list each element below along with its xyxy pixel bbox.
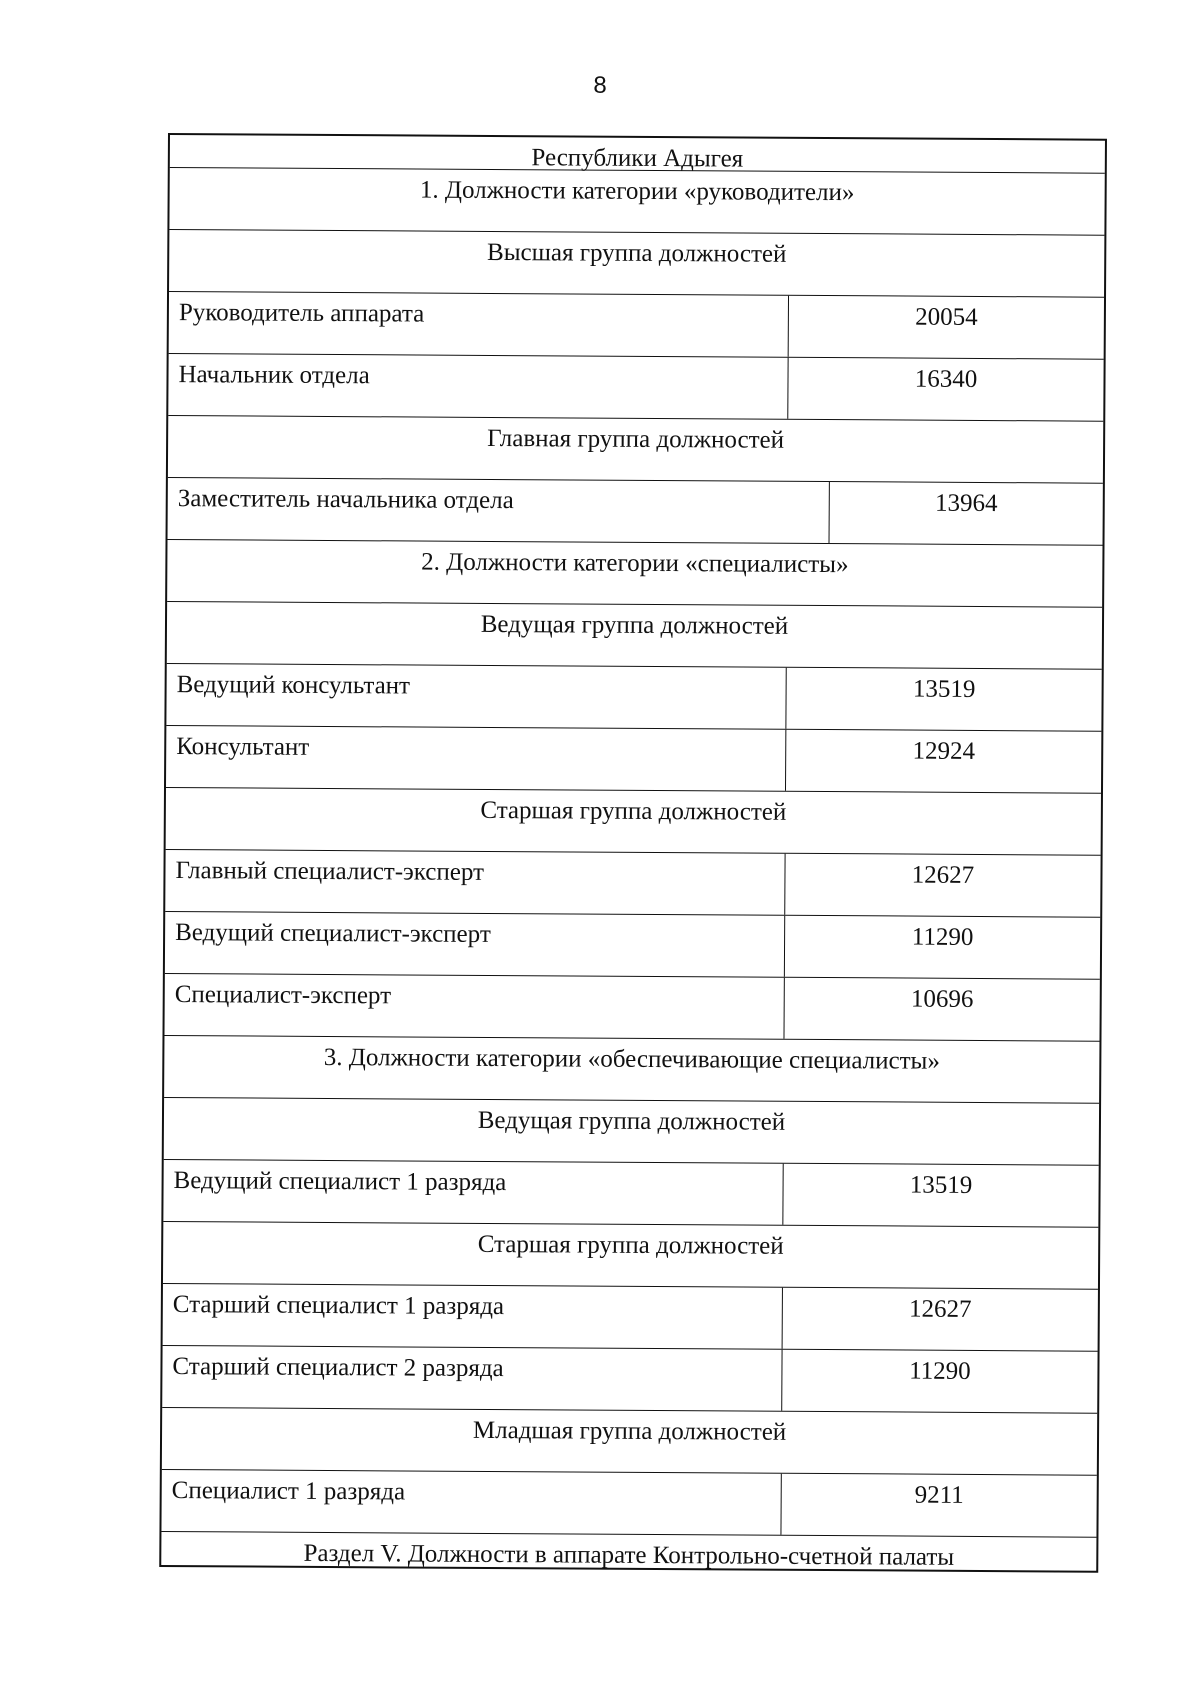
position-name: Начальник отдела bbox=[168, 354, 788, 419]
table-row bbox=[164, 973, 1099, 1041]
salary-value: 20054 bbox=[915, 303, 978, 331]
salary-value: 13519 bbox=[909, 1171, 973, 1199]
table-row bbox=[166, 725, 1101, 793]
table-row bbox=[162, 1345, 1097, 1413]
position-name: Ведущий специалист 1 разряда bbox=[163, 1160, 783, 1225]
salary-value: 10696 bbox=[910, 985, 974, 1013]
position-name: Руководитель аппарата bbox=[169, 292, 789, 357]
group-header-text: Ведущая группа должностей bbox=[480, 610, 789, 640]
table-row bbox=[165, 849, 1100, 917]
group-header-row bbox=[164, 1097, 1099, 1165]
group-header-text: Старшая группа должностей bbox=[480, 796, 787, 826]
group-header-row bbox=[167, 601, 1102, 669]
position-name: Консультант bbox=[166, 726, 786, 791]
position-name: Главный специалист-эксперт bbox=[165, 850, 785, 915]
salary-value: 13519 bbox=[912, 675, 976, 703]
group-header-row bbox=[167, 539, 1102, 607]
group-header-text: Младшая группа должностей bbox=[472, 1416, 787, 1446]
table-row bbox=[168, 477, 1103, 545]
salary-value: 9211 bbox=[914, 1481, 964, 1509]
group-header-row bbox=[169, 167, 1104, 235]
salary-value: 11290 bbox=[911, 923, 974, 951]
table-row bbox=[163, 1159, 1098, 1227]
group-header-row bbox=[168, 415, 1103, 483]
table-row bbox=[168, 353, 1103, 421]
position-name: Старший специалист 1 разряда bbox=[163, 1284, 783, 1349]
group-header-text: Ведущая группа должностей bbox=[477, 1106, 786, 1136]
salary-value: 12627 bbox=[911, 861, 975, 889]
group-header-text: Главная группа должностей bbox=[487, 424, 785, 454]
table-row bbox=[166, 663, 1101, 731]
table-row bbox=[163, 1283, 1098, 1351]
table-row bbox=[161, 1469, 1096, 1537]
table-row bbox=[169, 291, 1104, 359]
group-header-row bbox=[169, 229, 1104, 297]
group-header-row bbox=[166, 787, 1101, 855]
group-header-row bbox=[163, 1221, 1098, 1289]
group-header-text: 1. Должности категории «руководители» bbox=[419, 176, 855, 207]
position-name: Старший специалист 2 разряда bbox=[162, 1346, 782, 1411]
salary-table bbox=[159, 133, 1107, 1573]
salary-value: 12627 bbox=[908, 1295, 972, 1323]
position-name: Специалист-эксперт bbox=[164, 974, 784, 1039]
salary-value: 16340 bbox=[914, 365, 978, 393]
table-row bbox=[165, 911, 1100, 979]
position-name: Специалист 1 разряда bbox=[161, 1470, 781, 1535]
group-header-text: Высшая группа должностей bbox=[487, 238, 787, 268]
group-header-text: Старшая группа должностей bbox=[477, 1230, 784, 1260]
group-header-text: 2. Должности категории «специалисты» bbox=[421, 548, 849, 579]
group-header-row bbox=[164, 1035, 1099, 1103]
page-number: 8 bbox=[593, 72, 607, 99]
position-name: Ведущий специалист-эксперт bbox=[165, 912, 785, 977]
group-header-text: Республики Адыгея bbox=[531, 144, 744, 173]
position-name: Заместитель начальника отдела bbox=[168, 478, 830, 543]
group-header-text: 3. Должности категории «обеспечивающие специалисты» bbox=[323, 1043, 940, 1075]
group-header-row bbox=[162, 1407, 1097, 1475]
position-name: Ведущий консультант bbox=[166, 664, 786, 729]
salary-value: 12924 bbox=[912, 737, 976, 765]
salary-value: 11290 bbox=[909, 1357, 971, 1385]
salary-value: 13964 bbox=[934, 489, 998, 518]
group-header-row bbox=[161, 1531, 1096, 1571]
group-header-text: Раздел V. Должности в аппарате Контрольно-счетной палаты bbox=[303, 1539, 955, 1571]
